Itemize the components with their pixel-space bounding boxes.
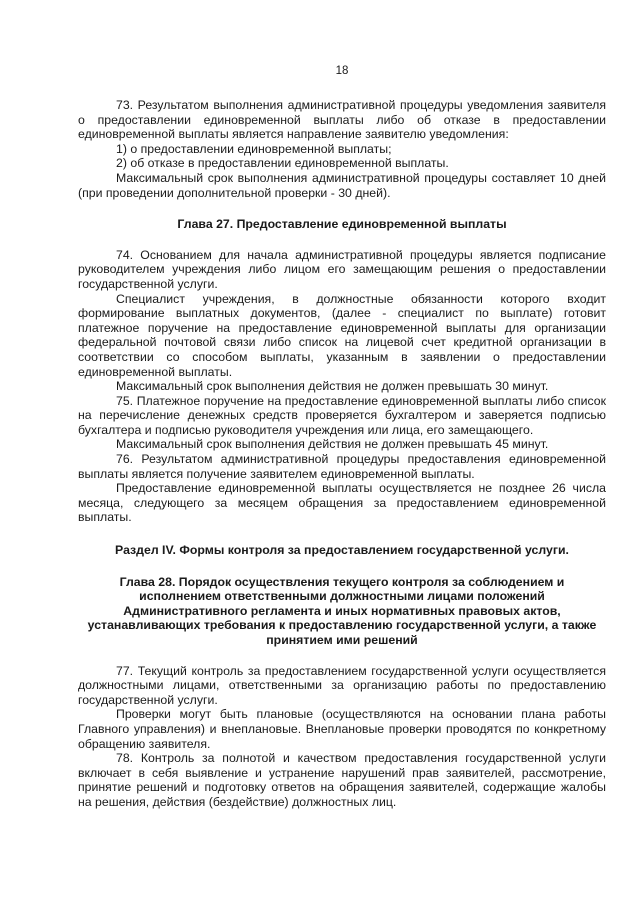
paragraph-inspections: Проверки могут быть плановые (осуществляются на основании плана работы Главного управления) и внеплановые. Внеплановые проверки проводятся по конкретному обращению заявителя. bbox=[78, 707, 606, 751]
block-77-78 bbox=[78, 664, 606, 810]
paragraph-max-term-30: Максимальный срок выполнения действия не должен превышать 30 минут. bbox=[116, 379, 549, 394]
list-item-1: 1) о предоставлении единовременной выплаты; bbox=[116, 141, 392, 156]
page-number: 18 bbox=[335, 65, 349, 77]
block-73 bbox=[78, 98, 606, 200]
paragraph-max-term-45: Максимальный срок выполнения действия не должен превышать 45 минут. bbox=[116, 437, 549, 452]
list-item-2: 2) об отказе в предоставлении единовременной выплаты. bbox=[116, 156, 449, 171]
paragraph-76: 76. Результатом административной процедуры предоставления единовременной выплаты является получение заявителем единовременной выплаты. bbox=[78, 452, 606, 481]
chapter-28-title: Глава 28. Порядок осуществления текущего контроля за соблюдением и исполнением ответственными должностными лицами положений Административного регламента и иных нормативных правовых актов, устанавливающих требования к предоставлению государственной услуги, а также принятием ими решений bbox=[87, 574, 597, 647]
paragraph-specialist: Специалист учреждения, в должностные обязанности которого входит формирование выплатных документов, (далее - специалист по выплате) готовит платежное поручение на предоставление единовременной выплаты для организации федеральной почтовой связи либо список на лицевой счет кредитной организации в соответствии со способом выплаты, указанным в заявлении о предоставлении единовременной выплаты. bbox=[78, 291, 606, 379]
paragraph-73: 73. Результатом выполнения административной процедуры уведомления заявителя о предоставлении единовременной выплаты либо об отказе в предоставлении единовременной выплаты является направление заявителю уведомления: bbox=[78, 98, 606, 142]
chapter-27-title: Глава 27. Предоставление единовременной выплаты bbox=[177, 217, 507, 232]
block-74-76 bbox=[78, 248, 606, 525]
paragraph-payment-date: Предоставление единовременной выплаты осуществляется не позднее 26 числа месяца, следующего за месяцем обращения за предоставлением единовременной выплаты. bbox=[78, 481, 606, 525]
paragraph-max-term-73: Максимальный срок выполнения административной процедуры составляет 10 дней (при проведении дополнительной проверки - 30 дней). bbox=[78, 170, 606, 200]
paragraph-78: 78. Контроль за полнотой и качеством предоставления государственной услуги включает в себя выявление и устранение нарушений прав заявителей, рассмотрение, принятие решений и подготовку ответов на обращения заявителей, содержащие жалобы на решения, действия (бездействие) должностных лиц. bbox=[78, 751, 606, 809]
paragraph-75: 75. Платежное поручение на предоставление единовременной выплаты либо список на перечисление денежных средств проверяется бухгалтером и заверяется подписью бухгалтера и подписью руководителя учреждения или лица, его замещающего. bbox=[78, 393, 606, 437]
paragraph-74: 74. Основанием для начала административной процедуры является подписание руководителем учреждения либо лицом его замещающим решения о предоставлении государственной услуги. bbox=[78, 247, 606, 291]
section-4-title: Раздел IV. Формы контроля за предоставлением государственной услуги. bbox=[115, 543, 569, 558]
paragraph-77: 77. Текущий контроль за предоставлением государственной услуги осуществляется должностными лицами, ответственными за организацию работы по предоставлению государственной услуги. bbox=[78, 663, 606, 707]
